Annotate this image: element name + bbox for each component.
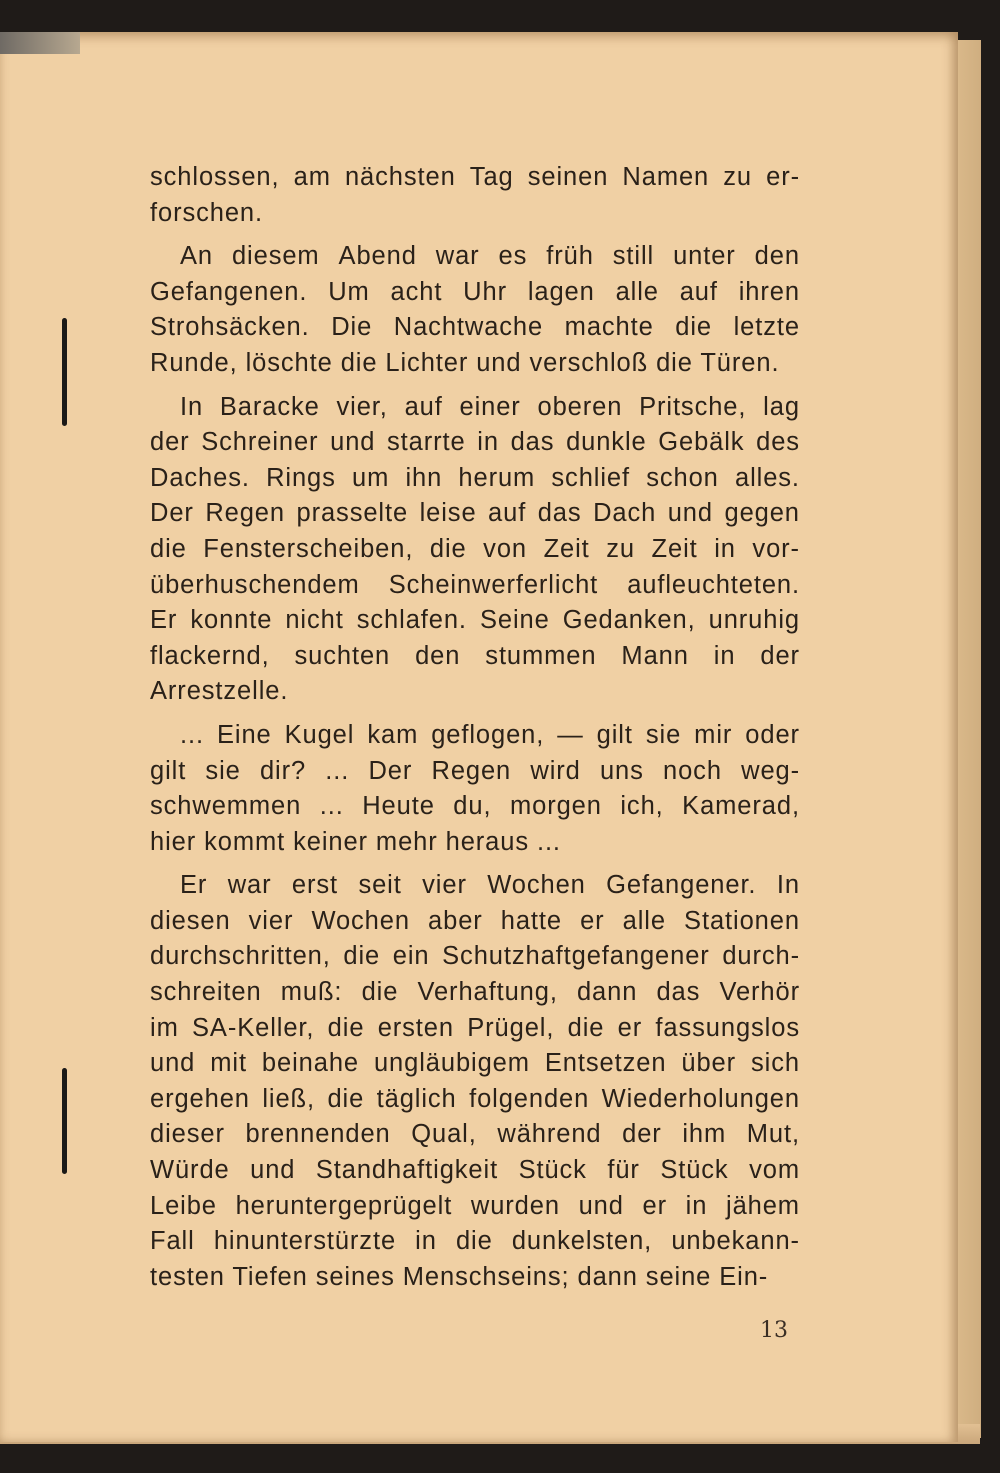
- text-line: Er war erst seit vier Wochen Gefangener. In: [180, 871, 800, 900]
- text-line: gilt sie dir? ... Der Regen wird uns noch weg-: [150, 756, 800, 785]
- paragraph: [150, 718, 800, 860]
- page-number: 13: [760, 1318, 788, 1343]
- text-line: der Schreiner und starrte in das dunkle Gebälk des: [150, 428, 800, 457]
- text-line: ergehen ließ, die täglich folgenden Wiederholungen: [150, 1084, 800, 1113]
- paragraph: [150, 868, 800, 1295]
- text-line: überhuschendem Scheinwerferlicht aufleuchteten.: [150, 570, 800, 599]
- paragraph: [150, 390, 800, 710]
- text-line: testen Tiefen seines Menschseins; dann seine Ein-: [150, 1262, 769, 1291]
- text-line: forschen.: [150, 198, 263, 227]
- text-line: In Baracke vier, auf einer oberen Pritsche, lag: [180, 392, 800, 421]
- text-line: im SA-Keller, die ersten Prügel, die er fassungslos: [150, 1013, 800, 1042]
- text-line: Strohsäcken. Die Nachtwache machte die letzte: [150, 313, 800, 342]
- paragraph: [150, 239, 800, 381]
- text-line: hier kommt keiner mehr heraus ...: [150, 827, 561, 856]
- text-line: Runde, löschte die Lichter und verschloß die Türen.: [150, 348, 780, 377]
- text-line: Arrestzelle.: [150, 677, 289, 706]
- text-line: Würde und Standhaftigkeit Stück für Stück vom: [150, 1156, 800, 1185]
- binding-stitch-top: [62, 318, 67, 426]
- binding-spine: [0, 32, 80, 54]
- text-line: Er konnte nicht schlafen. Seine Gedanken, unruhig: [150, 606, 800, 635]
- text-line: flackernd, suchten den stummen Mann in der: [150, 641, 800, 670]
- text-line: An diesem Abend war es früh still unter den: [180, 242, 800, 271]
- text-line: und mit beinahe ungläubigem Entsetzen über sich: [150, 1049, 800, 1078]
- text-line: dieser brennenden Qual, während der ihm Mut,: [150, 1120, 800, 1149]
- text-line: schwemmen ... Heute du, morgen ich, Kamerad,: [150, 792, 800, 821]
- body-text: [150, 160, 800, 1303]
- text-line: diesen vier Wochen aber hatte er alle Stationen: [150, 906, 800, 935]
- binding-stitch-bottom: [62, 1068, 67, 1174]
- text-line: Leibe heruntergeprügelt wurden und er in jähem: [150, 1191, 800, 1220]
- paragraph: [150, 160, 800, 231]
- text-line: schreiten muß: die Verhaftung, dann das Verhör: [150, 978, 800, 1007]
- text-line: durchschritten, die ein Schutzhaftgefangener durch-: [150, 942, 800, 971]
- text-line: schlossen, am nächsten Tag seinen Namen zu er-: [150, 163, 800, 191]
- text-line: Der Regen prasselte leise auf das Dach und gegen: [150, 499, 800, 528]
- text-line: Daches. Rings um ihn herum schlief schon alles.: [150, 463, 800, 492]
- text-line: Gefangenen. Um acht Uhr lagen alle auf ihren: [150, 277, 800, 306]
- text-line: die Fensterscheiben, die von Zeit zu Zeit in vor-: [150, 534, 800, 563]
- text-line: Fall hinunterstürzte in die dunkelsten, unbekann-: [150, 1227, 800, 1256]
- text-line: ... Eine Kugel kam geflogen, — gilt sie mir oder: [180, 720, 800, 749]
